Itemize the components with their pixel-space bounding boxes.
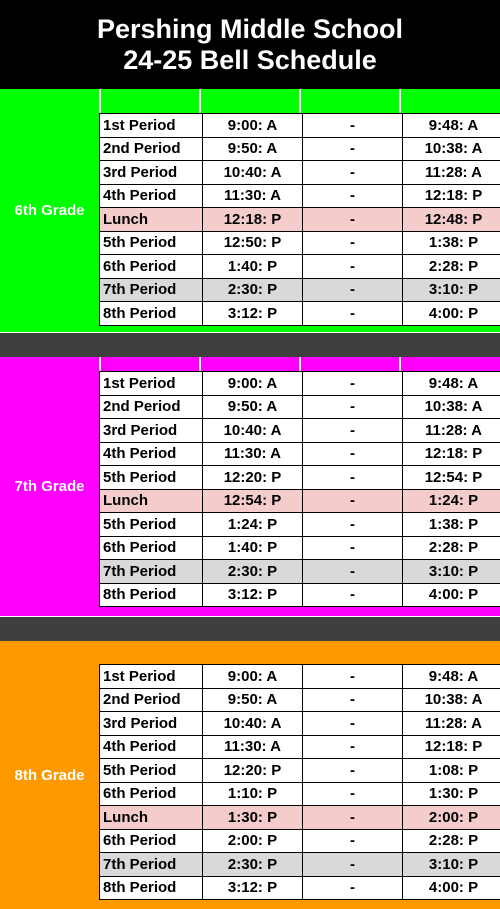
start-time-cell: 10:40: A bbox=[203, 712, 303, 736]
period-name-cell: 3rd Period bbox=[100, 712, 203, 736]
schedule-row bbox=[100, 665, 500, 689]
end-time-cell: 4:00: P bbox=[403, 876, 500, 900]
period-name-cell: 3rd Period bbox=[100, 161, 203, 185]
schedule-row bbox=[100, 560, 500, 584]
start-time-cell: 1:30: P bbox=[203, 806, 303, 830]
end-time-cell: 12:18: P bbox=[403, 184, 500, 208]
time-separator-cell: - bbox=[303, 560, 403, 584]
period-name-cell: 1st Period bbox=[100, 665, 203, 689]
end-time-cell: 9:48: A bbox=[403, 665, 500, 689]
start-time-cell: 1:40: P bbox=[203, 255, 303, 279]
schedule-row bbox=[100, 137, 500, 161]
title-line-1: Pershing Middle School bbox=[96, 13, 404, 44]
end-time-cell: 2:28: P bbox=[403, 255, 500, 279]
time-separator-cell: - bbox=[303, 114, 403, 138]
time-separator-cell: - bbox=[303, 231, 403, 255]
period-name-cell: 7th Period bbox=[100, 853, 203, 877]
start-time-cell: 12:20: P bbox=[203, 466, 303, 490]
end-time-cell: 10:38: A bbox=[403, 137, 500, 161]
end-time-cell: 11:28: A bbox=[403, 419, 500, 443]
start-time-cell: 11:30: A bbox=[203, 184, 303, 208]
period-name-cell: 1st Period bbox=[100, 114, 203, 138]
start-time-cell: 1:10: P bbox=[203, 782, 303, 806]
schedule-row bbox=[100, 735, 500, 759]
grade-6-schedule-table bbox=[99, 113, 500, 326]
schedule-row bbox=[100, 114, 500, 138]
end-time-cell: 1:30: P bbox=[403, 782, 500, 806]
end-time-cell: 9:48: A bbox=[403, 114, 500, 138]
end-time-cell: 10:38: A bbox=[403, 688, 500, 712]
end-time-cell: 1:38: P bbox=[403, 513, 500, 537]
start-time-cell: 3:12: P bbox=[203, 302, 303, 326]
end-time-cell: 4:00: P bbox=[403, 302, 500, 326]
time-separator-cell: - bbox=[303, 255, 403, 279]
schedule-row bbox=[100, 466, 500, 490]
grade-6-header-bar bbox=[99, 89, 500, 113]
schedule-row bbox=[100, 231, 500, 255]
start-time-cell: 1:24: P bbox=[203, 513, 303, 537]
period-name-cell: 8th Period bbox=[100, 302, 203, 326]
grade-8-rows bbox=[99, 641, 500, 909]
end-time-cell: 3:10: P bbox=[403, 853, 500, 877]
schedule-row bbox=[100, 395, 500, 419]
time-separator-cell: - bbox=[303, 712, 403, 736]
period-name-cell: 7th Period bbox=[100, 560, 203, 584]
time-separator-cell: - bbox=[303, 829, 403, 853]
start-time-cell: 9:00: A bbox=[203, 372, 303, 396]
time-separator-cell: - bbox=[303, 372, 403, 396]
time-separator-cell: - bbox=[303, 536, 403, 560]
schedule-row bbox=[100, 513, 500, 537]
time-separator-cell: - bbox=[303, 137, 403, 161]
start-time-cell: 9:00: A bbox=[203, 114, 303, 138]
period-name-cell: 8th Period bbox=[100, 583, 203, 607]
period-name-cell: 2nd Period bbox=[100, 395, 203, 419]
period-name-cell: 2nd Period bbox=[100, 688, 203, 712]
period-name-cell: 2nd Period bbox=[100, 137, 203, 161]
start-time-cell: 11:30: A bbox=[203, 735, 303, 759]
end-time-cell: 12:54: P bbox=[403, 466, 500, 490]
schedule-row bbox=[100, 536, 500, 560]
schedule-row bbox=[100, 302, 500, 326]
end-time-cell: 1:38: P bbox=[403, 231, 500, 255]
start-time-cell: 3:12: P bbox=[203, 876, 303, 900]
period-name-cell: 5th Period bbox=[100, 231, 203, 255]
start-time-cell: 12:18: P bbox=[203, 208, 303, 232]
end-time-cell: 1:24: P bbox=[403, 489, 500, 513]
start-time-cell: 2:00: P bbox=[203, 829, 303, 853]
period-name-cell: 6th Period bbox=[100, 829, 203, 853]
section-divider bbox=[0, 333, 500, 357]
start-time-cell: 2:30: P bbox=[203, 278, 303, 302]
end-time-cell: 2:28: P bbox=[403, 829, 500, 853]
time-separator-cell: - bbox=[303, 782, 403, 806]
schedule-row bbox=[100, 161, 500, 185]
time-separator-cell: - bbox=[303, 419, 403, 443]
section-divider bbox=[0, 617, 500, 641]
schedule-row bbox=[100, 759, 500, 783]
end-time-cell: 12:48: P bbox=[403, 208, 500, 232]
schedule-row bbox=[100, 442, 500, 466]
grade-7-section bbox=[0, 357, 500, 616]
schedule-row bbox=[100, 255, 500, 279]
end-time-cell: 3:10: P bbox=[403, 278, 500, 302]
start-time-cell: 12:20: P bbox=[203, 759, 303, 783]
schedule-row bbox=[100, 184, 500, 208]
period-name-cell: 5th Period bbox=[100, 513, 203, 537]
time-separator-cell: - bbox=[303, 759, 403, 783]
end-time-cell: 12:18: P bbox=[403, 735, 500, 759]
start-time-cell: 12:54: P bbox=[203, 489, 303, 513]
schedule-row bbox=[100, 876, 500, 900]
period-name-cell: 7th Period bbox=[100, 278, 203, 302]
grade-8-section bbox=[0, 641, 500, 909]
period-name-cell: 4th Period bbox=[100, 735, 203, 759]
time-separator-cell: - bbox=[303, 489, 403, 513]
end-time-cell: 11:28: A bbox=[403, 161, 500, 185]
time-separator-cell: - bbox=[303, 442, 403, 466]
end-time-cell: 2:00: P bbox=[403, 806, 500, 830]
start-time-cell: 10:40: A bbox=[203, 161, 303, 185]
schedule-row bbox=[100, 419, 500, 443]
schedule-row bbox=[100, 712, 500, 736]
time-separator-cell: - bbox=[303, 161, 403, 185]
schedule-row bbox=[100, 208, 500, 232]
start-time-cell: 11:30: A bbox=[203, 442, 303, 466]
time-separator-cell: - bbox=[303, 806, 403, 830]
period-name-cell: 1st Period bbox=[100, 372, 203, 396]
end-time-cell: 2:28: P bbox=[403, 536, 500, 560]
time-separator-cell: - bbox=[303, 278, 403, 302]
end-time-cell: 11:28: A bbox=[403, 712, 500, 736]
schedule-row bbox=[100, 583, 500, 607]
schedule-row bbox=[100, 372, 500, 396]
time-separator-cell: - bbox=[303, 688, 403, 712]
start-time-cell: 3:12: P bbox=[203, 583, 303, 607]
start-time-cell: 12:50: P bbox=[203, 231, 303, 255]
schedule-row bbox=[100, 489, 500, 513]
schedule-row bbox=[100, 278, 500, 302]
time-separator-cell: - bbox=[303, 513, 403, 537]
end-time-cell: 3:10: P bbox=[403, 560, 500, 584]
grade-7-header-bar bbox=[99, 357, 500, 371]
start-time-cell: 2:30: P bbox=[203, 853, 303, 877]
period-name-cell: 4th Period bbox=[100, 184, 203, 208]
end-time-cell: 12:18: P bbox=[403, 442, 500, 466]
period-name-cell: 5th Period bbox=[100, 759, 203, 783]
grade-7-schedule-table bbox=[99, 371, 500, 607]
schedule-row bbox=[100, 782, 500, 806]
grade-7-label: 7th Grade bbox=[14, 478, 85, 495]
grade-7-rows bbox=[99, 357, 500, 616]
start-time-cell: 2:30: P bbox=[203, 560, 303, 584]
schedule-row bbox=[100, 688, 500, 712]
time-separator-cell: - bbox=[303, 665, 403, 689]
schedule-row bbox=[100, 806, 500, 830]
start-time-cell: 10:40: A bbox=[203, 419, 303, 443]
grade-6-section bbox=[0, 89, 500, 332]
end-time-cell: 4:00: P bbox=[403, 583, 500, 607]
page-title bbox=[0, 0, 500, 89]
schedule-row bbox=[100, 829, 500, 853]
grade-6-label: 6th Grade bbox=[14, 202, 85, 219]
grade-8-label: 8th Grade bbox=[14, 766, 85, 784]
title-line-2: 24-25 Bell Schedule bbox=[123, 44, 377, 75]
time-separator-cell: - bbox=[303, 466, 403, 490]
start-time-cell: 9:50: A bbox=[203, 137, 303, 161]
period-name-cell: Lunch bbox=[100, 489, 203, 513]
period-name-cell: 6th Period bbox=[100, 782, 203, 806]
grade-6-rows bbox=[99, 89, 500, 332]
period-name-cell: Lunch bbox=[100, 208, 203, 232]
start-time-cell: 9:50: A bbox=[203, 395, 303, 419]
start-time-cell: 1:40: P bbox=[203, 536, 303, 560]
period-name-cell: 8th Period bbox=[100, 876, 203, 900]
start-time-cell: 9:50: A bbox=[203, 688, 303, 712]
end-time-cell: 9:48: A bbox=[403, 372, 500, 396]
period-name-cell: 5th Period bbox=[100, 466, 203, 490]
time-separator-cell: - bbox=[303, 583, 403, 607]
time-separator-cell: - bbox=[303, 876, 403, 900]
schedule-row bbox=[100, 853, 500, 877]
time-separator-cell: - bbox=[303, 184, 403, 208]
period-name-cell: 6th Period bbox=[100, 255, 203, 279]
end-time-cell: 1:08: P bbox=[403, 759, 500, 783]
grade-8-schedule-table bbox=[99, 664, 500, 900]
time-separator-cell: - bbox=[303, 302, 403, 326]
time-separator-cell: - bbox=[303, 735, 403, 759]
period-name-cell: Lunch bbox=[100, 806, 203, 830]
end-time-cell: 10:38: A bbox=[403, 395, 500, 419]
period-name-cell: 3rd Period bbox=[100, 419, 203, 443]
start-time-cell: 9:00: A bbox=[203, 665, 303, 689]
time-separator-cell: - bbox=[303, 395, 403, 419]
period-name-cell: 4th Period bbox=[100, 442, 203, 466]
period-name-cell: 6th Period bbox=[100, 536, 203, 560]
time-separator-cell: - bbox=[303, 853, 403, 877]
grade-8-header-bar bbox=[99, 641, 500, 664]
time-separator-cell: - bbox=[303, 208, 403, 232]
